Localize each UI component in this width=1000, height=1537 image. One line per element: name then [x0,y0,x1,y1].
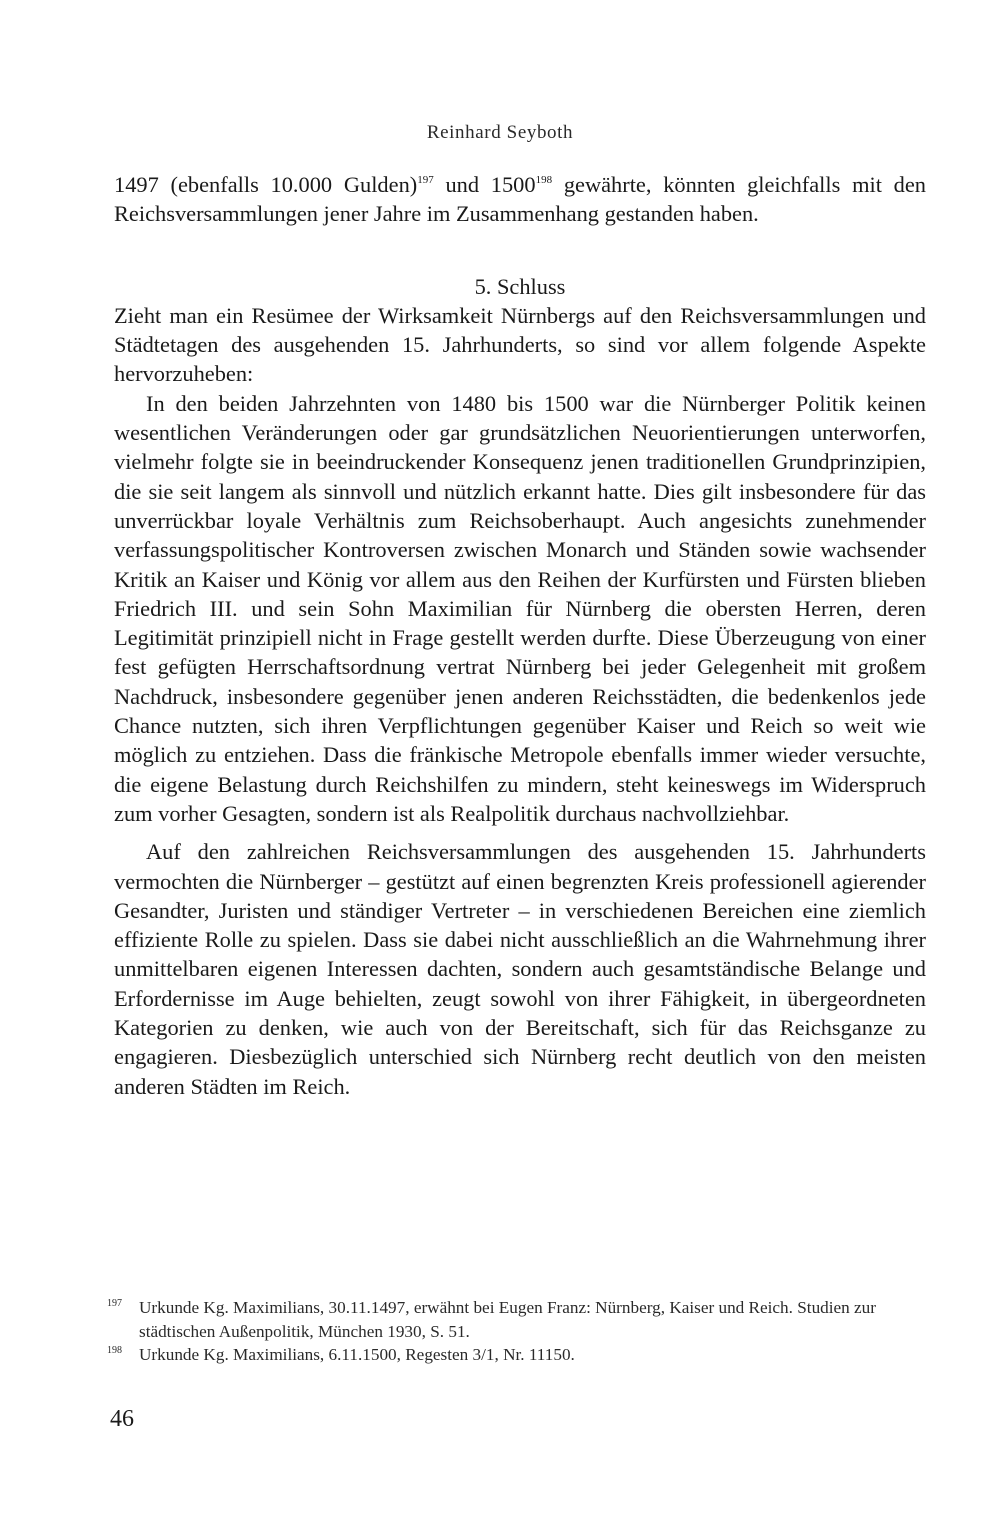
footnotes [107,1296,927,1367]
intro-text-a: 1497 (ebenfalls 10.000 Gulden) [114,172,418,197]
body-text [114,170,926,1101]
intro-text-c: gewährte, könnten gleichfalls mit den Reichsversammlungen jener Jahre im Zusammenhang gestanden haben. [114,172,927,227]
section-heading: 5. Schluss [474,273,566,299]
footnote-text: Urkunde Kg. Maximilians, 30.11.1497, erwähnt bei Eugen Franz: Nürnberg, Kaiser und Reich. Studien zur städtischen Außenpolitik, München 1930, S. 51. [139,1298,876,1341]
footnote [107,1343,927,1367]
running-head: Reinhard Seyboth [426,122,574,143]
footnote-ref-197[interactable]: 197 [417,174,434,186]
footnote-ref-198[interactable]: 198 [535,174,553,186]
footnote-text: Urkunde Kg. Maximilians, 6.11.1500, Regesten 3/1, Nr. 11150. [139,1345,575,1364]
footnote [107,1296,927,1343]
paragraph-2: In den beiden Jahrzehnten von 1480 bis 1500 war die Nürnberger Politik keinen wesentlichen Veränderungen oder gar grundsätzlichen Neuorientierungen unterworfen, vielmehr folgte sie in beeindruckender Konsequenz jenen traditionellen Grundprinzipien, die sie seit langem als sinnvoll und nützlich erkannt hatte. Dies gilt insbesondere für das unverrückbar loyale Verhältnis zum Reichsoberhaupt. Auch angesichts zunehmender verfassungspolitischer Kontroversen zwischen Monarch und Ständen sowie wachsender Kritik an Kaiser und König vor allem aus den Reihen der Kurfürsten und Fürsten blieben Friedrich III. und sein Sohn Maximilian für Nürnberg die obersten Herren, deren Legitimität prinzipiell nicht in Frage gestellt werden durfte. Diese Überzeugung von einer fest gefügten Herrschaftsordnung vertrat Nürnberg bei jeder Gelegenheit mit großem Nachdruck, insbesondere gegenüber jenen anderen Reichsstädten, die bedenkenlos jede Chance nutzten, sich ihren Verpflichtungen gegenüber Kaiser und Reich so weit wie möglich zu entziehen. Dass die fränkische Metropole ebenfalls immer wieder versuchte, die eigene Belastung durch Reichshilfen zu mindern, steht keineswegs im Widerspruch zum vorher Gesagten, sondern ist als Realpolitik durchaus nachvollziehbar. [114,390,926,826]
footnote-number: 197 [107,1298,122,1309]
footnote-number: 198 [107,1345,122,1356]
paragraph-3: Auf den zahlreichen Reichsversammlungen des ausgehenden 15. Jahrhunderts vermochten die Nürnberger – gestützt auf einen begrenzten Kreis professionell agierender Gesandter, Juristen und ständiger Vertreter – in verschiedenen Bereichen eine ziemlich effiziente Rolle zu spielen. Dass sie dabei nicht ausschließlich an die Wahrnehmung ihrer unmittelbaren eigenen Interessen dachten, sondern auch gesamtständische Belange und Erfordernisse im Auge behielten, zeugt sowohl von ihrer Fähigkeit, in übergeordneten Kategorien zu denken, wie auch von der Bereitschaft, sich für das Reichsganze zu engagieren. Diesbezüglich unterschied sich Nürnberg recht deutlich von den meisten anderen Städten im Reich. [114,839,926,1099]
intro-paragraph [114,170,926,229]
intro-text-b: und 1500 [433,172,536,197]
paragraph-1: Zieht man ein Resümee der Wirksamkeit Nürnbergs auf den Reichsversammlungen und Städtetagen des ausgehenden 15. Jahrhunderts, so sind vor allem folgende Aspekte hervorzuheben: [114,302,926,387]
page-number: 46 [110,1406,134,1432]
